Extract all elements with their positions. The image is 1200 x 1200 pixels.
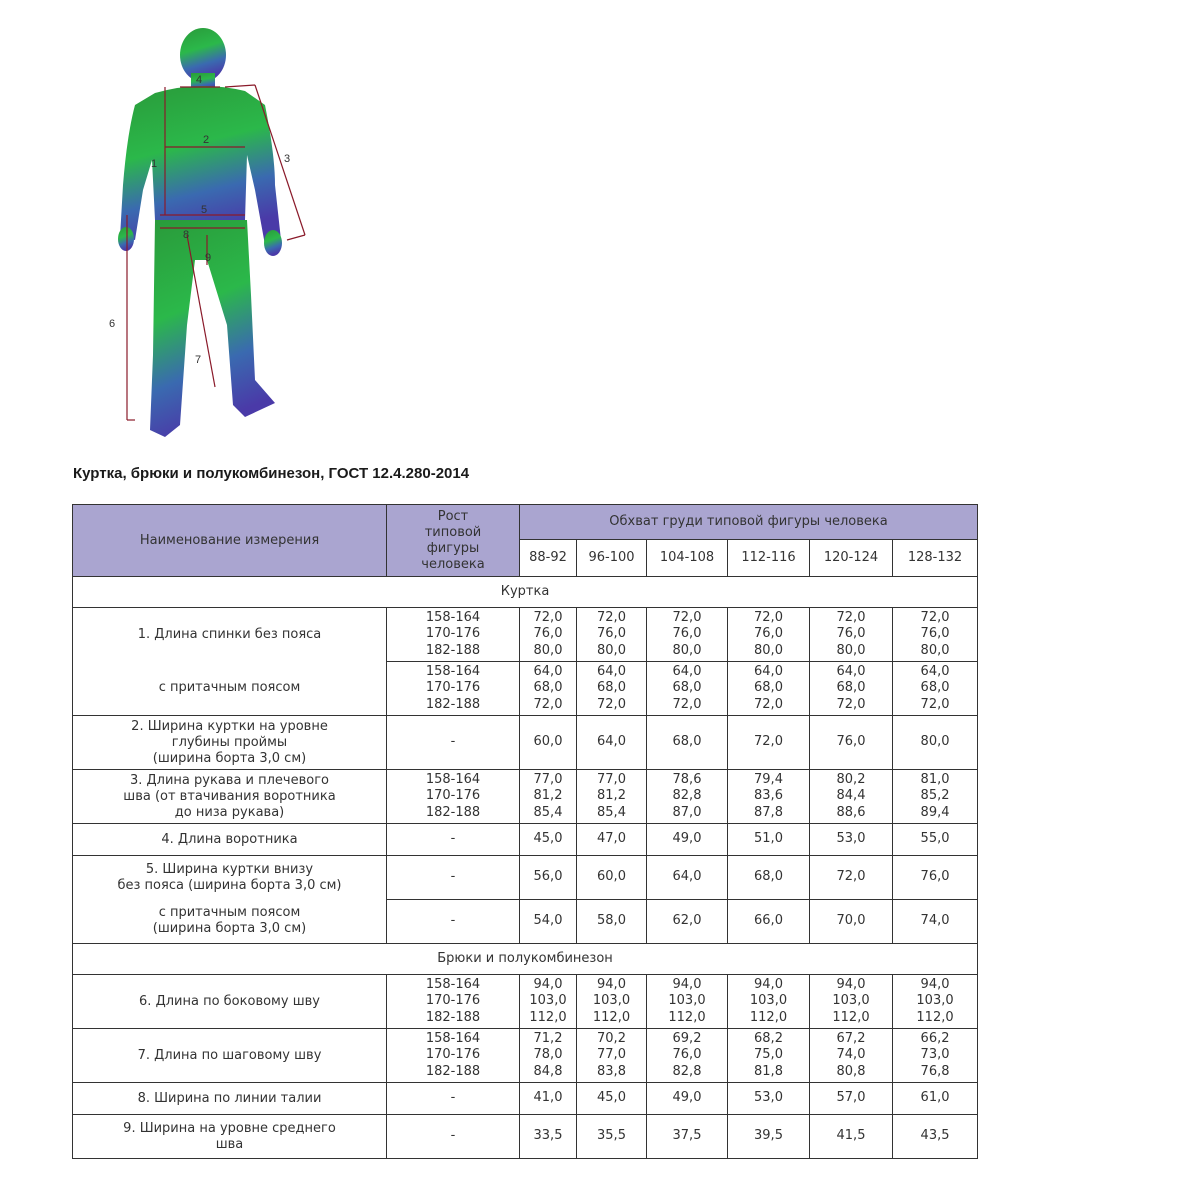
measurement-value: 47,0: [577, 824, 647, 856]
measurement-name: 9. Ширина на уровне среднего шва: [73, 1115, 387, 1159]
measurement-value: 64,0: [577, 716, 647, 770]
table-row: [73, 608, 978, 662]
measurement-name: 1. Длина спинки без пояса: [73, 608, 387, 662]
height-range: -: [387, 716, 520, 770]
size-table: [72, 504, 978, 1159]
measurement-name: с притачным поясом (ширина борта 3,0 см): [73, 900, 387, 944]
measurement-value: 70,2 77,0 83,8: [577, 1029, 647, 1083]
header-height: Рост типовой фигуры человека: [387, 505, 520, 577]
marker-3: 3: [284, 153, 291, 165]
measurement-value: 76,0: [893, 856, 978, 900]
height-range: -: [387, 1115, 520, 1159]
measurement-figure: [95, 25, 335, 450]
measurement-name: 5. Ширина куртки внизу без пояса (ширина борта 3,0 см): [73, 856, 387, 900]
measurement-value: 41,0: [520, 1083, 577, 1115]
marker-9: 9: [205, 252, 212, 264]
measurement-value: 94,0 103,0 112,0: [577, 975, 647, 1029]
measurement-value: 68,0: [728, 856, 810, 900]
measurement-value: 72,0 76,0 80,0: [810, 608, 893, 662]
measurement-value: 81,0 85,2 89,4: [893, 770, 978, 824]
measurement-value: 94,0 103,0 112,0: [893, 975, 978, 1029]
measurement-value: 39,5: [728, 1115, 810, 1159]
measurement-value: 45,0: [520, 824, 577, 856]
height-range: 158-164 170-176 182-188: [387, 608, 520, 662]
marker-5: 5: [201, 204, 208, 216]
height-range: -: [387, 900, 520, 944]
measurement-value: 72,0: [810, 856, 893, 900]
measurement-value: 68,0: [647, 716, 728, 770]
height-range: 158-164 170-176 182-188: [387, 662, 520, 716]
section-title: Брюки и полукомбинезон: [73, 944, 978, 975]
measurement-value: 70,0: [810, 900, 893, 944]
measurement-value: 94,0 103,0 112,0: [810, 975, 893, 1029]
measurement-value: 67,2 74,0 80,8: [810, 1029, 893, 1083]
table-row: [73, 1083, 978, 1115]
measurement-value: 64,0 68,0 72,0: [520, 662, 577, 716]
measurement-value: 62,0: [647, 900, 728, 944]
measurement-value: 72,0 76,0 80,0: [893, 608, 978, 662]
height-range: 158-164 170-176 182-188: [387, 1029, 520, 1083]
measurement-value: 53,0: [728, 1083, 810, 1115]
measurement-value: 33,5: [520, 1115, 577, 1159]
measurement-value: 60,0: [520, 716, 577, 770]
marker-1: 1: [151, 158, 158, 170]
measurement-value: 64,0 68,0 72,0: [647, 662, 728, 716]
table-row: [73, 1115, 978, 1159]
table-row: [73, 716, 978, 770]
table-row: [73, 900, 978, 944]
table-row: [73, 975, 978, 1029]
measurement-value: 66,0: [728, 900, 810, 944]
measurement-value: 69,2 76,0 82,8: [647, 1029, 728, 1083]
measurement-value: 72,0 76,0 80,0: [728, 608, 810, 662]
measurement-value: 79,4 83,6 87,8: [728, 770, 810, 824]
measurement-value: 72,0: [728, 716, 810, 770]
measurement-value: 64,0 68,0 72,0: [728, 662, 810, 716]
measurement-value: 80,0: [893, 716, 978, 770]
marker-7: 7: [195, 354, 202, 366]
measurement-value: 77,0 81,2 85,4: [577, 770, 647, 824]
marker-2: 2: [203, 134, 210, 146]
measurement-value: 53,0: [810, 824, 893, 856]
header-measurement-name: Наименование измерения: [73, 505, 387, 577]
measurement-value: 43,5: [893, 1115, 978, 1159]
marker-8: 8: [183, 229, 190, 241]
measurement-name: 8. Ширина по линии талии: [73, 1083, 387, 1115]
measurement-name: с притачным поясом: [73, 662, 387, 716]
measurement-value: 78,6 82,8 87,0: [647, 770, 728, 824]
measurement-value: 35,5: [577, 1115, 647, 1159]
header-chest-size: 128-132: [893, 540, 978, 577]
height-range: -: [387, 1083, 520, 1115]
measurement-value: 58,0: [577, 900, 647, 944]
section-title: Куртка: [73, 577, 978, 608]
measurement-name: 3. Длина рукава и плечевого шва (от втачивания воротника до низа рукава): [73, 770, 387, 824]
header-chest-size: 120-124: [810, 540, 893, 577]
measurement-value: 41,5: [810, 1115, 893, 1159]
measurement-name: 2. Ширина куртки на уровне глубины проймы (ширина борта 3,0 см): [73, 716, 387, 770]
measurement-value: 72,0 76,0 80,0: [647, 608, 728, 662]
measurement-value: 37,5: [647, 1115, 728, 1159]
table-row: [73, 1029, 978, 1083]
measurement-value: 66,2 73,0 76,8: [893, 1029, 978, 1083]
measurement-value: 64,0 68,0 72,0: [577, 662, 647, 716]
measurement-value: 74,0: [893, 900, 978, 944]
measurement-value: 61,0: [893, 1083, 978, 1115]
measurement-value: 94,0 103,0 112,0: [520, 975, 577, 1029]
measurement-value: 72,0 76,0 80,0: [520, 608, 577, 662]
measurement-value: 68,2 75,0 81,8: [728, 1029, 810, 1083]
measurement-name: 6. Длина по боковому шву: [73, 975, 387, 1029]
measurement-value: 94,0 103,0 112,0: [728, 975, 810, 1029]
height-range: -: [387, 856, 520, 900]
marker-6: 6: [109, 318, 116, 330]
measurement-value: 51,0: [728, 824, 810, 856]
measurement-name: 4. Длина воротника: [73, 824, 387, 856]
measurement-value: 71,2 78,0 84,8: [520, 1029, 577, 1083]
header-chest-size: 112-116: [728, 540, 810, 577]
measurement-name: 7. Длина по шаговому шву: [73, 1029, 387, 1083]
measurement-value: 49,0: [647, 824, 728, 856]
measurement-value: 64,0 68,0 72,0: [893, 662, 978, 716]
measurement-value: 77,0 81,2 85,4: [520, 770, 577, 824]
table-row: [73, 856, 978, 900]
measurement-value: 94,0 103,0 112,0: [647, 975, 728, 1029]
height-range: -: [387, 824, 520, 856]
measurement-value: 60,0: [577, 856, 647, 900]
measurement-value: 76,0: [810, 716, 893, 770]
measurement-value: 64,0: [647, 856, 728, 900]
measurement-value: 57,0: [810, 1083, 893, 1115]
height-range: 158-164 170-176 182-188: [387, 770, 520, 824]
measurement-value: 56,0: [520, 856, 577, 900]
silhouette: [118, 28, 282, 437]
header-chest-size: 96-100: [577, 540, 647, 577]
page-title: Куртка, брюки и полукомбинезон, ГОСТ 12.4.280-2014: [73, 465, 470, 482]
header-chest-group: Обхват груди типовой фигуры человека: [520, 505, 978, 540]
body-silhouette-diagram: [95, 25, 335, 450]
measurement-value: 80,2 84,4 88,6: [810, 770, 893, 824]
measurement-value: 64,0 68,0 72,0: [810, 662, 893, 716]
measurement-value: 55,0: [893, 824, 978, 856]
table-row: [73, 662, 978, 716]
measurement-value: 54,0: [520, 900, 577, 944]
table-row: [73, 770, 978, 824]
height-range: 158-164 170-176 182-188: [387, 975, 520, 1029]
measurement-value: 72,0 76,0 80,0: [577, 608, 647, 662]
header-chest-size: 88-92: [520, 540, 577, 577]
measurement-value: 49,0: [647, 1083, 728, 1115]
marker-4: 4: [196, 74, 203, 86]
measurement-value: 45,0: [577, 1083, 647, 1115]
header-chest-size: 104-108: [647, 540, 728, 577]
table-row: [73, 824, 978, 856]
